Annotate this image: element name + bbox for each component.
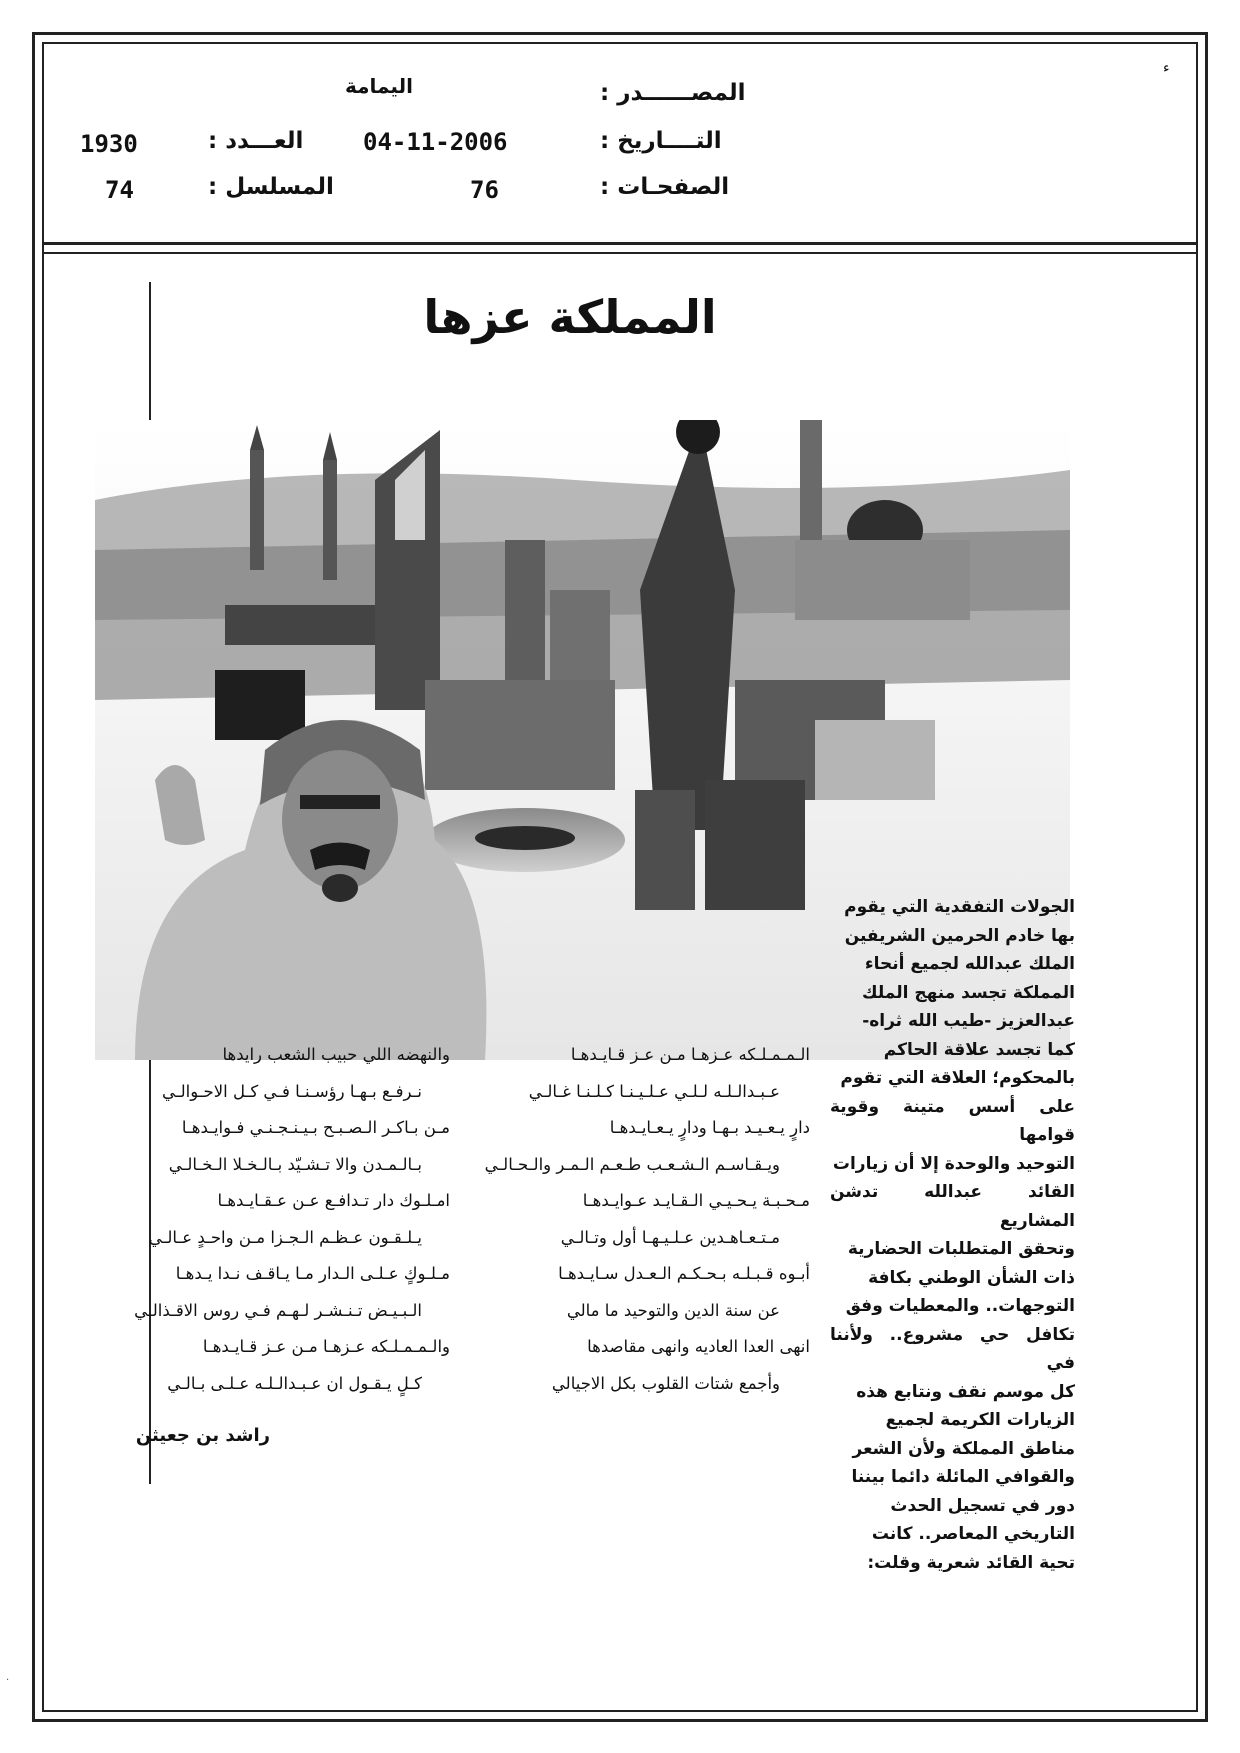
- source-value: اليمامة: [345, 74, 413, 98]
- prose-line: المملكة تجسد منهج الملك: [862, 982, 1075, 1003]
- poem-verse: بـالـمـدن والا تـشـيّد بـالـخـلا الـخـالـي: [168, 1154, 422, 1174]
- poem-verse: يـلـقـون عـظـم الـجـزا مـن واحـدٍ عـالـي: [148, 1227, 422, 1247]
- date-label: التــــاريخ :: [600, 128, 722, 154]
- prose-line: تكافل حي مشروع.. ولأننا في: [830, 1324, 1075, 1373]
- issue-label: العـــدد :: [208, 128, 304, 154]
- prose-line: كما تجسد علاقة الحاكم: [883, 1039, 1075, 1060]
- poem-verse: امـلـوك دار تـدافـع عـن عـقـايـدهـا: [217, 1191, 450, 1210]
- serial-value: 74: [105, 176, 134, 204]
- pages-value: 76: [470, 176, 499, 204]
- prose-line: التوجهات.. والمعطيات وفق: [845, 1296, 1075, 1316]
- date-value: 04-11-2006: [363, 128, 508, 156]
- prose-line: تحية القائد شعرية وقلت:: [867, 1552, 1075, 1573]
- poem-verse: نـرفـع بـهـا رؤسـنـا فـي كـل الاحـوالـي: [162, 1081, 422, 1101]
- margin-mark: ·: [6, 1675, 10, 1686]
- poem-verse: والـمـمـلـكه عـزهـا مـن عـز قـايـدهـا: [202, 1337, 450, 1356]
- issue-value: 1930: [80, 130, 138, 158]
- poem-verse: وأجمع شتات القلوب بكل الاجيالي: [551, 1373, 780, 1393]
- article-intro-text: [830, 893, 1075, 1577]
- serial-label: المسلسل :: [208, 174, 334, 200]
- poem-author: راشد بن جعيثن: [135, 1425, 270, 1446]
- poem-verse: الـمـمـلـكه عـزهـا مـن عـز قـايـدهـا: [570, 1045, 810, 1064]
- prose-line: الجولات التفقدية التي يقوم: [844, 897, 1075, 917]
- prose-line: مناطق المملكة ولأن الشعر: [852, 1438, 1075, 1459]
- poem-verse: مـلـوكٍ عـلـى الـدار مـا يـاقـف نـدا يـدهـا: [175, 1264, 450, 1283]
- poem-column-left: [120, 1037, 450, 1402]
- prose-line: ذات الشأن الوطني بكافة: [868, 1267, 1075, 1288]
- article-title: المملكة عزها: [423, 290, 717, 344]
- prose-line: وتحقق المتطلبات الحضارية: [847, 1239, 1075, 1259]
- prose-line: بها خادم الحرمين الشريفين: [844, 925, 1075, 946]
- prose-line: التاريخي المعاصر.. كانت: [871, 1524, 1075, 1544]
- prose-line: دور في تسجيل الحدث: [890, 1495, 1075, 1516]
- prose-line: بالمحكوم؛ العلاقة التي تقوم: [840, 1068, 1075, 1088]
- poem-verse: الـبـيـض تـنـشـر لـهـم فـي روس الاقـذالـي: [134, 1300, 422, 1320]
- poem-verse: مـحـبـة يـحـيـي الـقـايـد عـوايـدهـا: [582, 1191, 810, 1210]
- poem-verse: عـبـدالـلـه لـلـي عـلـيـنـا كـلـنـا غـالـي: [528, 1081, 780, 1101]
- poem-column-right: [470, 1037, 810, 1402]
- poem-verse: أبـوه قـبـلـه بـحـكـم الـعـدل سـايـدهـا: [558, 1264, 810, 1283]
- source-label: المصــــــدر :: [600, 80, 746, 106]
- poem-verse: دارٍ يـعـيـد بـهـا ودارٍ يـعـايـدهـا: [609, 1118, 810, 1137]
- prose-line: الزيارات الكريمة لجميع: [885, 1410, 1075, 1430]
- poem-verse: مـن بـاكـر الـصـبـح بـيـنـجـنـي فـوايـدهـا: [181, 1118, 450, 1137]
- poem-verse: كـلٍ يـقـول ان عـبـدالـلـه عـلـى بـالـي: [167, 1373, 422, 1393]
- poem-verse: مـتـعـاهـدين عـلـيـهـا أول وتـالـي: [560, 1227, 780, 1247]
- prose-line: التوحيد والوحدة إلا أن زيارات: [832, 1153, 1075, 1174]
- poem-verse: ويـقـاسـم الـشـعـب طـعـم الـمـر والـحـالـي: [484, 1154, 780, 1174]
- poem-verse: عن سنة الدين والتوحيد ما مالي: [566, 1300, 780, 1320]
- prose-line: على أسس متينة وقوية قوامها: [830, 1096, 1075, 1145]
- pages-label: الصفحـات :: [600, 174, 730, 200]
- prose-line: القائد عبدالله تدشن المشاريع: [830, 1182, 1075, 1231]
- header-separator: [42, 242, 1198, 254]
- poem-verse: انهى العدا العاديه وانهى مقاصدها: [587, 1337, 810, 1356]
- prose-line: الملك عبدالله لجميع أنحاء: [864, 954, 1075, 974]
- prose-line: عبدالعزيز -طيب الله ثراه-: [862, 1011, 1075, 1031]
- corner-mark: ء: [1163, 60, 1170, 76]
- prose-line: والقوافي المائلة دائما بيننا: [851, 1467, 1075, 1487]
- poem-verse: والنهضه اللي حبيب الشعب رايدها: [222, 1045, 450, 1064]
- prose-line: كل موسم نقف ونتابع هذه: [856, 1381, 1075, 1402]
